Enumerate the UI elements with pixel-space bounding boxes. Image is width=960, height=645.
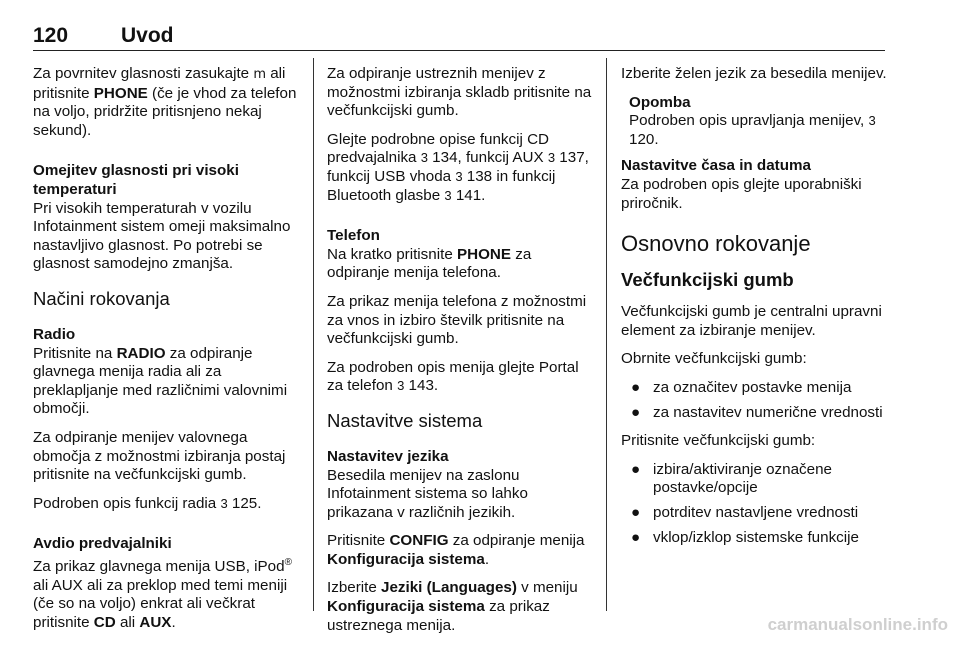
subsection-heading: Nastavitve časa in datuma <box>621 157 811 175</box>
paragraph <box>327 246 594 283</box>
list-item <box>621 404 889 423</box>
column-2 <box>327 65 594 645</box>
note-heading: Opomba <box>629 93 691 111</box>
list-item <box>621 529 889 548</box>
paragraph <box>33 554 301 632</box>
paragraph: Večfunkcijski gumb je centralni upravni element za izbiranje menijev. <box>621 303 882 339</box>
paragraph <box>327 532 594 569</box>
press-list <box>621 461 889 547</box>
subsection-heading: Avdio predvajalniki <box>33 535 172 553</box>
menu-item-name: Jeziki (Languages) <box>381 579 517 597</box>
text: 134, funkcij AUX <box>427 149 548 167</box>
bullet-icon: ● <box>631 403 641 421</box>
paragraph <box>33 495 301 514</box>
paragraph: Besedila menijev na zaslonu Infotainment sistema so lahko prikazana v različnih jezikih. <box>327 466 528 521</box>
list-item <box>621 461 889 498</box>
page-ref-icon: 3 <box>455 168 463 184</box>
text: Na kratko pritisnite <box>327 245 457 263</box>
bullet-icon: ● <box>631 460 641 478</box>
button-name: PHONE <box>456 245 511 263</box>
page-title: Uvod <box>121 24 174 47</box>
section-title: Nastavitve sistema <box>327 409 483 431</box>
text: Za podroben opis menija glejte Portal za telefon <box>327 358 579 395</box>
paragraph: Za odpiranje menijev valovnega območja z možnostmi izbiranja postaj pritisnite na večfunkcijski gumb. <box>33 428 286 484</box>
page-number: 120 <box>33 24 69 47</box>
page-ref-icon: 3 <box>397 378 405 394</box>
paragraph <box>327 131 594 205</box>
page-ref-icon: 3 <box>444 187 452 203</box>
text: ali pritisnite <box>33 65 286 102</box>
paragraph <box>327 579 594 635</box>
text: . <box>171 613 176 631</box>
text: v meniju <box>516 579 578 597</box>
menu-name: Konfiguracija sistema <box>327 598 485 616</box>
page-ref-icon: 3 <box>220 495 228 511</box>
page-ref-icon: 3 <box>420 150 428 166</box>
text: Podroben opis funkcij radia <box>33 494 221 512</box>
text: za odpiranje menija <box>448 532 585 550</box>
text: 143. <box>404 377 439 395</box>
list-item <box>621 379 889 398</box>
paragraph <box>33 65 301 140</box>
page-ref-icon: 3 <box>547 150 556 166</box>
watermark: carmanualsonline.info <box>767 615 948 634</box>
section-title: Načini rokovanja <box>33 287 170 309</box>
bullet-icon: ● <box>631 528 641 546</box>
paragraph: Za odpiranje ustreznih menijev z možnostmi izbiranja skladb pritisnite na večfunkcijski gumb. <box>327 65 592 120</box>
text: 138 in funkcij Bluetooth glasbe <box>327 167 556 204</box>
button-name: CONFIG <box>389 532 449 550</box>
column-divider <box>606 58 607 611</box>
text: 125. <box>227 494 262 512</box>
button-name: CD <box>93 613 116 631</box>
text: Podroben opis upravljanja menijev, <box>629 112 869 130</box>
note-box <box>629 94 889 150</box>
text: za prikaz ustreznega menija. <box>327 598 550 634</box>
text: 137, funkcij USB vhoda <box>327 149 589 185</box>
paragraph: Pri visokih temperaturah v vozilu Infotainment sistem omeji maksimalno nastavljivo glasnost. Po potrebi se glasnost samodejno zmanjša. <box>33 199 291 273</box>
text: 120. <box>629 130 659 148</box>
column-3 <box>621 65 889 557</box>
column-1 <box>33 65 301 642</box>
text: za odpiranje menija telefona. <box>327 245 532 282</box>
section-title: Večfunkcijski gumb <box>621 269 794 291</box>
paragraph: Obrnite večfunkcijski gumb: <box>621 350 807 368</box>
list-item-text: vklop/izklop sistemske funkcije <box>653 528 859 546</box>
section-heading: Omejitev glasnosti pri visoki temperaturi <box>33 162 239 198</box>
text: ali AUX ali za preklop med temi meniji (če so na voljo) enkrat ali večkrat pritisnite <box>33 576 288 631</box>
note-text <box>629 112 889 149</box>
text: Pritisnite <box>327 532 390 550</box>
button-name: AUX <box>139 613 172 631</box>
page-ref-icon: 3 <box>868 113 876 129</box>
paragraph: Za podroben opis glejte uporabniški priročnik. <box>621 175 862 212</box>
page-header <box>33 24 885 51</box>
text: za odpiranje glavnega menija radia ali za preklapljanje med različnimi valovnimi območji. <box>33 344 288 418</box>
paragraph: Pritisnite večfunkcijski gumb: <box>621 432 816 450</box>
button-name: RADIO <box>116 344 166 362</box>
list-item-text: potrditev nastavljene vrednosti <box>653 503 859 521</box>
registered-mark: ® <box>284 556 292 568</box>
paragraph: Izberite želen jezik za besedila menijev. <box>621 65 887 82</box>
turn-list <box>621 379 889 422</box>
text: (če je vhod za telefon na voljo, pridržite pritisnjeno nekaj sekund). <box>33 84 297 139</box>
menu-name: Konfiguracija sistema <box>327 550 485 568</box>
text: . <box>484 550 490 568</box>
bullet-icon: ● <box>631 378 641 396</box>
subsection-heading: Telefon <box>327 227 380 245</box>
list-item-text: izbira/aktiviranje označene postavke/opcije <box>653 460 832 497</box>
paragraph: Za prikaz menija telefona z možnostmi za vnos in izbiro številk pritisnite na večfunkcijski gumb. <box>327 292 587 348</box>
text: Za prikaz glavnega menija USB, iPod <box>33 557 285 575</box>
subsection-heading: Nastavitev jezika <box>327 447 449 465</box>
knob-symbol: m <box>253 67 267 82</box>
paragraph <box>33 345 301 419</box>
text: 141. <box>451 186 486 204</box>
list-item-text: za označitev postavke menija <box>653 378 852 396</box>
list-item <box>621 504 889 523</box>
chapter-title: Osnovno rokovanje <box>621 231 811 257</box>
list-item-text: za nastavitev numerične vrednosti <box>653 403 883 421</box>
text: Izberite <box>327 579 382 597</box>
button-name: PHONE <box>93 84 148 102</box>
column-divider <box>313 58 314 611</box>
subsection-heading: Radio <box>33 325 76 343</box>
text: ali <box>115 613 140 631</box>
text: Pritisnite na <box>33 344 117 362</box>
bullet-icon: ● <box>631 503 641 521</box>
text: Za povrnitev glasnosti zasukajte <box>33 65 254 82</box>
paragraph <box>327 359 594 396</box>
text: Glejte podrobne opise funkcij CD predvajalnika <box>327 130 550 167</box>
